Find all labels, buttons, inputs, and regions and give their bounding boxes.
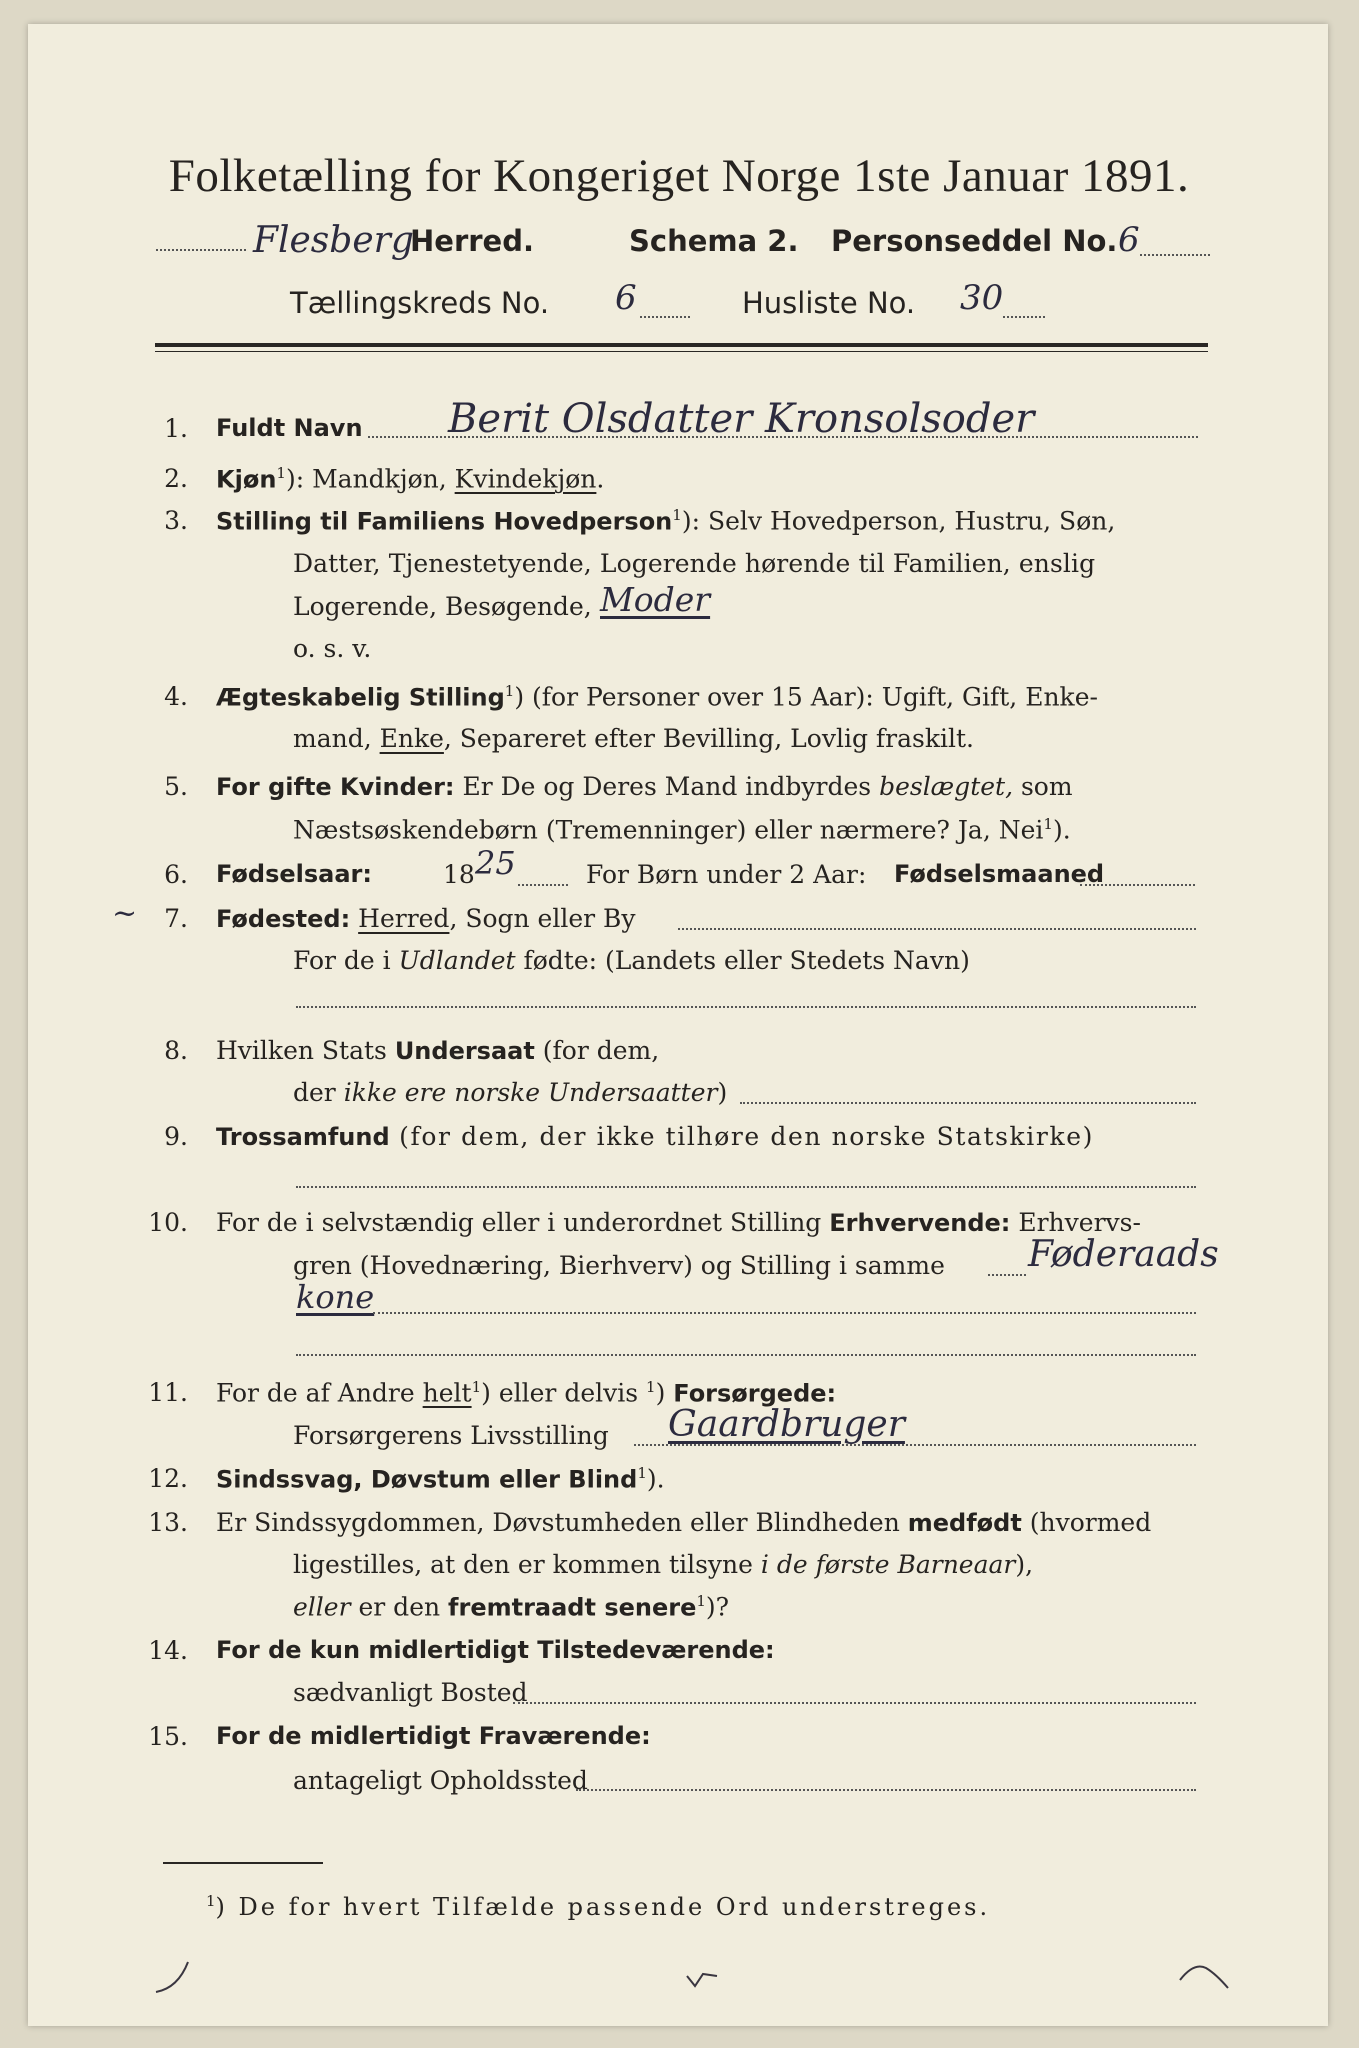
q7-line2 xyxy=(293,946,970,975)
q7-line2-a: For de i xyxy=(293,946,399,975)
q11-underlined: helt xyxy=(422,1378,472,1408)
q9-line1 xyxy=(216,1122,1094,1151)
q13-line2 xyxy=(293,1550,1033,1579)
q11-number: 11. xyxy=(148,1378,188,1407)
q5-sup: 1 xyxy=(1043,815,1053,833)
husliste-label: Husliste No. xyxy=(742,286,916,320)
q4-line1 xyxy=(216,682,1098,711)
header-rule-thin xyxy=(155,351,1208,352)
q9-rest: (for dem, der ikke tilhøre den norske Statskirke) xyxy=(389,1122,1094,1151)
q3-line2: Datter, Tjenestetyende, Logerende hørende til Familien, enslig xyxy=(293,549,1096,578)
q2-line xyxy=(216,464,604,493)
q6-label2: Fødselsmaaned xyxy=(894,860,1105,888)
q2-end: . xyxy=(596,464,605,494)
personseddel-label: Personseddel No. xyxy=(831,224,1118,258)
q3-line4: o. s. v. xyxy=(293,634,372,663)
q10-line1 xyxy=(216,1208,1141,1237)
q7-leader xyxy=(678,928,1196,930)
q1-number: 1. xyxy=(164,414,188,443)
q13-line2-a: ligestilles, at den er kommen tilsyne xyxy=(293,1550,761,1579)
personseddel-value: 6 xyxy=(1118,220,1140,260)
q6-prefix: 18 xyxy=(443,860,475,889)
herred-leader xyxy=(156,249,246,251)
q8-line2 xyxy=(293,1078,727,1107)
q5-line1 xyxy=(216,772,1073,801)
q3-number: 3. xyxy=(164,506,188,535)
footnote-sup: 1 xyxy=(206,1892,216,1910)
q13-line1-c: (hvormed xyxy=(1021,1508,1152,1537)
q7-line2-b: fødte: (Landets eller Stedets Navn) xyxy=(515,946,970,975)
q11-sup: 1 xyxy=(471,1378,482,1396)
q13-line1-bold: medfødt xyxy=(907,1509,1022,1537)
q5-line2-text: Næstsøskendebørn (Tremenninger) eller nærmere? Ja, Nei xyxy=(293,815,1044,845)
husliste-value: 30 xyxy=(960,278,1004,318)
q2-underlined: Kvindekjøn xyxy=(454,464,597,494)
q8-line1-c: (for dem, xyxy=(534,1036,660,1065)
q13-line3-italic: eller xyxy=(293,1592,351,1622)
q12-end: ). xyxy=(646,1464,665,1494)
q10-line1-c: Erhvervs- xyxy=(1010,1208,1141,1237)
q15-label: For de midlertidigt Fraværende: xyxy=(216,1722,651,1750)
q3-line3: Logerende, Besøgende, xyxy=(293,592,592,621)
q13-line3-a: er den xyxy=(350,1592,449,1622)
herred-value: Flesberg xyxy=(253,220,414,261)
q3-label: Stilling til Familiens Hovedperson xyxy=(216,507,673,536)
q10-line1-bold: Erhvervende: xyxy=(829,1209,1011,1237)
margin-mark: ~ xyxy=(112,896,138,931)
q1-answer: Berit Olsdatter Kronsolsoder xyxy=(448,396,1035,442)
q13-line2-b: ), xyxy=(1015,1550,1034,1579)
q8-line1-a: Hvilken Stats xyxy=(216,1036,395,1065)
q3-line1-rest: ): Selv Hovedperson, Hustru, Søn, xyxy=(681,506,1116,536)
pen-mark-left xyxy=(148,1944,208,2004)
q4-label: Ægteskabelig Stilling xyxy=(216,683,505,712)
q4-line2-a: mand, xyxy=(293,724,380,753)
q6-leader2 xyxy=(1080,884,1195,886)
q4-line2 xyxy=(293,724,974,753)
q8-line1-bold: Undersaat xyxy=(394,1037,535,1065)
q15-number: 15. xyxy=(148,1722,188,1751)
q11-line1-bold: Forsørgede: xyxy=(673,1379,837,1408)
q13-line1 xyxy=(216,1508,1151,1537)
q6-label: Fødselsaar: xyxy=(216,860,372,888)
q2-text: ): Mandkjøn, xyxy=(285,464,455,494)
q5-line2-end: ). xyxy=(1052,815,1071,845)
q6-leader xyxy=(518,884,568,886)
q4-number: 4. xyxy=(164,682,188,711)
q7-answer-line xyxy=(296,1006,1196,1008)
q15-line2: antageligt Opholdssted xyxy=(293,1766,588,1795)
q8-line2-italic: ikke ere norske Undersaatter xyxy=(343,1078,718,1107)
q9-label: Trossamfund xyxy=(216,1123,390,1151)
q6-mid: For Børn under 2 Aar: xyxy=(586,860,867,889)
q5-line1-rest: Er De og Deres Mand indbyrdes xyxy=(454,772,880,801)
q2-label: Kjøn xyxy=(216,465,277,494)
footnote xyxy=(206,1892,990,1921)
q13-line3-end: )? xyxy=(705,1592,730,1622)
q2-sup: 1 xyxy=(276,464,286,482)
q15-leader xyxy=(576,1789,1196,1791)
q9-answer-line xyxy=(296,1186,1196,1188)
taellingskreds-leader xyxy=(640,316,690,318)
taellingskreds-value: 6 xyxy=(615,278,637,318)
husliste-leader xyxy=(1003,316,1045,318)
q7-label: Fødested: xyxy=(216,905,351,933)
q3-line1 xyxy=(216,506,1115,535)
q3-sup: 1 xyxy=(672,506,682,524)
q5-italic: beslægtet, xyxy=(879,772,1014,801)
q14-label: For de kun midlertidigt Tilstedeværende: xyxy=(216,1636,775,1664)
header-rule-thick xyxy=(155,343,1208,347)
q2-number: 2. xyxy=(164,464,188,493)
q7-line2-italic: Udlandet xyxy=(398,946,516,975)
q8-line1 xyxy=(216,1036,659,1065)
q12-sup: 1 xyxy=(637,1464,647,1482)
q4-line2-underlined: Enke xyxy=(379,724,444,753)
q10-answer-line3 xyxy=(296,1354,1196,1356)
q5-line2 xyxy=(293,815,1071,844)
q4-sup: 1 xyxy=(504,682,515,700)
q12-line1 xyxy=(216,1464,665,1493)
q10-answer: Føderaads xyxy=(1028,1234,1219,1275)
schema-label: Schema 2. xyxy=(629,224,799,258)
q9-number: 9. xyxy=(164,1122,188,1151)
q13-number: 13. xyxy=(148,1508,188,1537)
q13-line1-a: Er Sindssygdommen, Døvstumheden eller Blindheden xyxy=(216,1508,908,1537)
q13-line2-italic: i de første Barneaar xyxy=(760,1550,1016,1579)
herred-label: Herred. xyxy=(410,224,534,258)
q14-line2: sædvanligt Bosted xyxy=(293,1678,528,1707)
q7-line1 xyxy=(216,904,636,933)
q10-leader2 xyxy=(373,1312,1196,1314)
q14-number: 14. xyxy=(148,1636,188,1665)
taellingskreds-label: Tællingskreds No. xyxy=(290,286,550,320)
q10-leader xyxy=(988,1274,1026,1276)
personseddel-leader xyxy=(1140,254,1210,256)
q11-line1 xyxy=(216,1378,836,1407)
q8-leader xyxy=(740,1102,1196,1104)
q4-line2-b: , Separeret efter Bevilling, Lovlig fraskilt. xyxy=(443,724,974,753)
q8-line2-a: der xyxy=(293,1078,344,1107)
q13-line3 xyxy=(293,1592,729,1621)
q10-number: 10. xyxy=(148,1208,188,1237)
q5-number: 5. xyxy=(164,772,188,801)
q4-line1-rest: ) (for Personer over 15 Aar): Ugift, Gift, Enke- xyxy=(514,682,1098,712)
q3-answer: Moder xyxy=(600,580,711,619)
pen-mark-right xyxy=(1176,1954,1236,1994)
q5-line1-end: som xyxy=(1013,772,1073,801)
q7-underlined: Herred xyxy=(358,904,450,933)
q8-number: 8. xyxy=(164,1036,188,1065)
page-title: Folketælling for Kongeriget Norge 1ste Januar 1891. xyxy=(168,150,1190,202)
q10-line2: gren (Hovednæring, Bierhverv) og Stilling i samme xyxy=(293,1251,945,1280)
q8-line2-b: ) xyxy=(717,1078,728,1107)
q10-line1-a: For de i selvstændig eller i underordnet Stilling xyxy=(216,1208,830,1237)
q14-leader xyxy=(513,1702,1196,1704)
q5-label: For gifte Kvinder: xyxy=(216,773,455,801)
q13-sup: 1 xyxy=(696,1592,706,1610)
q1-label: Fuldt Navn xyxy=(216,414,363,442)
q7-number: 7. xyxy=(164,904,188,933)
q11-line2: Forsørgerens Livsstilling xyxy=(293,1421,609,1450)
census-form-page xyxy=(28,24,1328,2026)
q11-sup2: 1 xyxy=(646,1378,656,1396)
q6-answer: 25 xyxy=(475,844,516,882)
q12-label: Sindssvag, Døvstum eller Blind xyxy=(216,1465,638,1494)
q11-line1-c: ) xyxy=(655,1378,674,1408)
footnote-text: ) De for hvert Tilfælde passende Ord understreges. xyxy=(215,1893,991,1921)
q11-answer: Gaardbruger xyxy=(668,1404,905,1445)
q13-line3-bold: fremtraadt senere xyxy=(448,1593,697,1622)
footnote-rule xyxy=(163,1862,323,1864)
q7-rest: , Sogn eller By xyxy=(449,904,636,933)
q10-answer-line2: kone xyxy=(296,1278,375,1316)
q12-number: 12. xyxy=(148,1464,188,1493)
pen-mark-center xyxy=(683,1966,733,1996)
q6-number: 6. xyxy=(164,860,188,889)
q11-line1-a: For de af Andre xyxy=(216,1378,423,1408)
q11-line1-b: ) eller delvis xyxy=(481,1378,647,1408)
